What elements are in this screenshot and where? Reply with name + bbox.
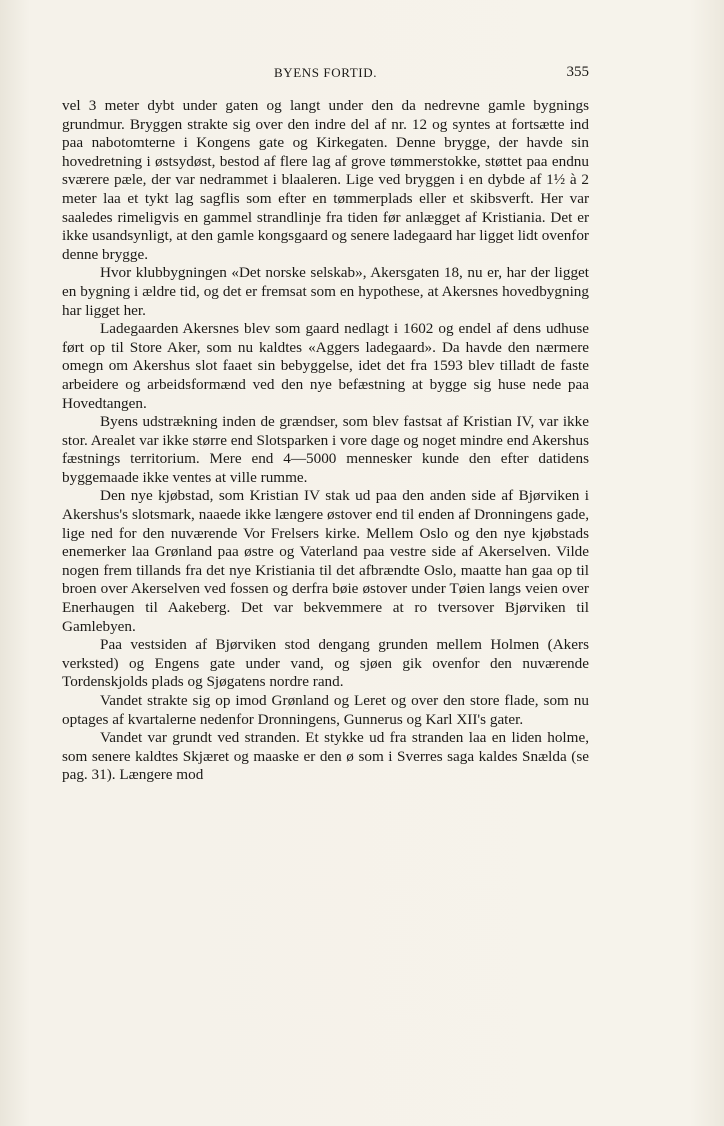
paragraph-8: Vandet var grundt ved stranden. Et stykke ud fra stranden laa en liden holme, som senere kaldtes Skjæret og maaske er den ø som i Sverres saga kaldes Snælda (se pag. 31). Længere mod bbox=[62, 729, 589, 784]
paragraph-3: Ladegaarden Akersnes blev som gaard nedlagt i 1602 og endel af dens udhuse ført op til Store Aker, som nu kaldtes «Aggers ladegaard». Da havde den nærmere omegn om Akershus slot faaet sin bebyggelse, idet det fra 1593 blev tilladt de faste arbeidere og arbeidsformænd ved den nye befæstning at bygge sig huse nede paa Hovedtangen. bbox=[62, 320, 589, 412]
paragraph-4: Byens udstrækning inden de grændser, som blev fastsat af Kristian IV, var ikke stor. Arealet var ikke større end Slotsparken i vore dage og noget mindre end Akershus fæstnings territorium. Mere end 4—5000 mennesker kunde den efter datidens byggemaade ikke ventes at ville rumme. bbox=[62, 413, 589, 486]
body-text bbox=[62, 97, 589, 785]
running-title: BYENS FORTID. bbox=[273, 65, 378, 80]
paragraph-1: vel 3 meter dybt under gaten og langt under den da nedrevne gamle bygnings grundmur. Bryggen strakte sig over den indre del af nr. 12 og syntes at fortsætte ind paa nabotomterne i Kongens gate og Kirkegaten. Denne brygge, der havde sin hovedretning i østsydøst, bestod af flere lag af grove tømmerstokke, støttet paa endnu sværere pæle, der var nedrammet i blaaleren. Lige ved bryggen i en dybde af 1½ à 2 meter laa et tykt lag sagflis som efter en tømmerplads eller et skibsverft. Her var saaledes rimeligvis en gammel strandlinje fra tiden før anlægget af Kristiania. Det er ikke usandsynligt, at den gamle kongsgaard og senere ladegaard har ligget lidt ovenfor denne brygge. bbox=[62, 97, 589, 263]
paragraph-6: Paa vestsiden af Bjørviken stod dengang grunden mellem Holmen (Akers verksted) og Engens gate under vand, og sjøen gik ovenfor den nuværende Tordenskjolds plads og Sjøgatens nordre rand. bbox=[62, 636, 589, 691]
paragraph-7: Vandet strakte sig op imod Grønland og Leret og over den store flade, som nu optages af kvartalerne nedenfor Dronningens, Gunnerus og Karl XII's gater. bbox=[62, 692, 589, 728]
paragraph-5: Den nye kjøbstad, som Kristian IV stak ud paa den anden side af Bjørviken i Akershus's slotsmark, naaede ikke længere østover end til enden af Dronningens gade, lige ned for den nuværende Vor Frelsers kirke. Mellem Oslo og den nye kjøbstads enemerker laa Grønland paa østre og Vaterland paa vestre side af Akerselven. Vilde nogen frem tillands fra det nye Kristiania til det afbrændte Oslo, maatte han gaa op til broen over Akerselven ved fossen og derfra bøie østover under Tøien langs veien over Enerhaugen til Aakeberg. Det var bekvemmere at ro tversover Bjørviken til Gamlebyen. bbox=[62, 487, 589, 635]
paragraph-2: Hvor klubbygningen «Det norske selskab», Akersgaten 18, nu er, har der ligget en bygning i ældre tid, og det er fremsat som en hypothese, at Akersnes hovedbygning har ligget her. bbox=[62, 264, 589, 319]
running-head bbox=[62, 64, 589, 84]
page-number: 355 bbox=[566, 64, 589, 80]
